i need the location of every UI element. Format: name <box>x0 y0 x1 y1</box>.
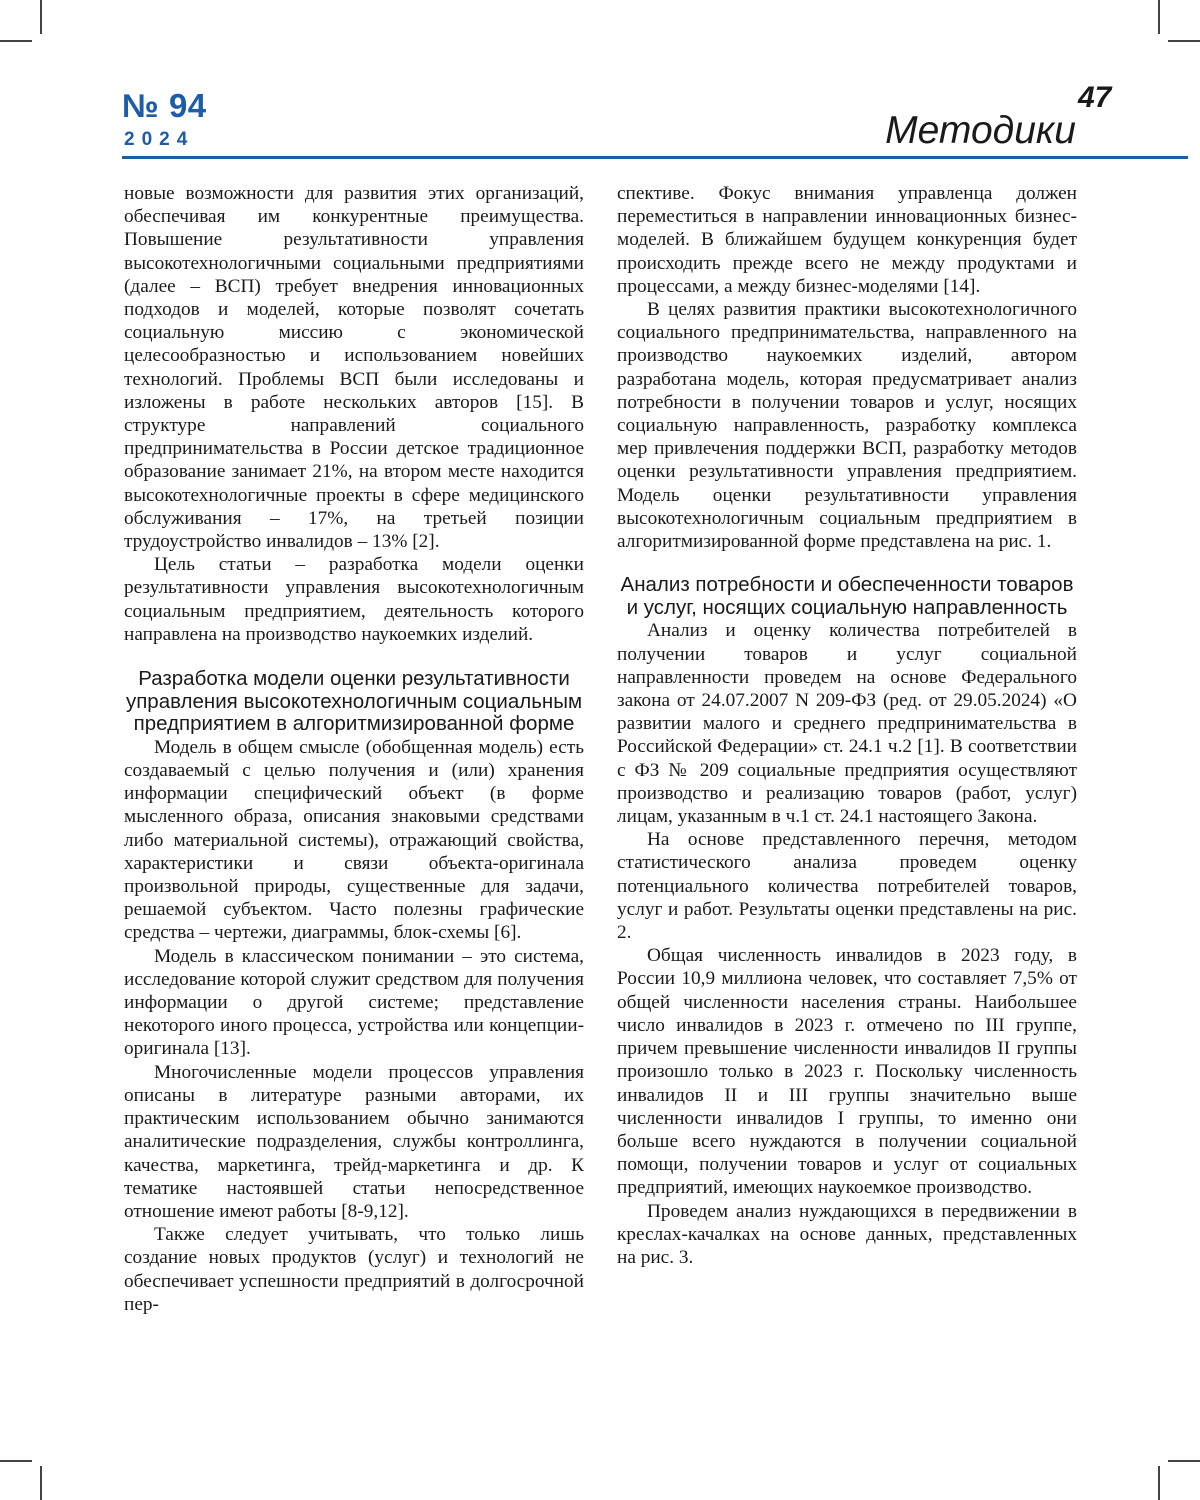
crop-mark-bottom-left-h <box>0 1460 32 1462</box>
issue-year: 2024 <box>124 129 195 150</box>
crop-mark-top-left-h <box>0 40 32 42</box>
paragraph: Общая численность инвалидов в 2023 году, в России 10,9 миллиона человек, что составляет 7,5% от общей численности населения страны. Наибольшее число инвалидов в 2023 г. отмечено по III группе, причем превышение численности инвалидов II группы произошло только в 2023 г. Поскольку численность инвалидов II и III группы значительно выше численности инвалидов I группы, то именно они больше всего нуждаются в получении социальной помощи, получении товаров и услуг от социальных предприятий, имеющих наукоемкое производство. <box>617 945 1077 1199</box>
paragraph: Модель в общем смысле (обобщенная модель) есть создаваемый с целью получения и (или) хранения информации специфический объект (в форме мысленного образа, описания знаковыми средствами либо материальной системы), отражающий свойства, характеристики и связи объекта-оригинала произвольной природы, существенные для задачи, решаемой субъектом. Часто полезны графические средства – чертежи, диаграммы, блок-схемы [6]. <box>124 736 584 944</box>
crop-mark-top-right <box>1158 0 1160 34</box>
paragraph: На основе представленного перечня, методом статистического анализа проведем оценку потенциального количества потребителей товаров, услуг и работ. Результаты оценки представлены на рис. 2. <box>617 829 1077 944</box>
left-column <box>124 182 584 1316</box>
section-heading: Анализ потребности и обеспеченности товаров и услуг, носящих социальную направленность <box>620 573 1074 619</box>
paragraph: Цель статьи – разработка модели оценки результативности управления высокотехнологичным социальным предприятием, деятельность которого направлена на производство наукоемких изделий. <box>124 554 584 645</box>
section-title: Методики <box>885 109 1076 152</box>
crop-mark-top-left <box>40 0 42 34</box>
section-heading: Разработка модели оценки результативности управления высокотехнологичным социальным предприятием в алгоритмизированной форме <box>125 667 583 736</box>
page-number: 47 <box>1078 81 1112 114</box>
paragraph: Анализ и оценку количества потребителей в получении товаров и услуг социальной направленности проведем на основе Федерального закона от 24.07.2007 N 209-ФЗ (ред. от 29.05.2024) «О развитии малого и среднего предпринимательства в Российской Федерации» ст. 24.1 ч.2 [1]. В соответствии с ФЗ № 209 социальные предприятия осуществляют производство и реализацию товаров (работ, услуг) лицам, указанным в ч.1 ст. 24.1 настоящего Закона. <box>617 620 1077 828</box>
paragraph: В целях развития практики высокотехнологичного социального предпринимательства, направленного на производство наукоемких изделий, автором разработана модель, которая предусматривает анализ потребности в получении товаров и услуг, носящих социальную направленность, разработку комплекса мер привлечения поддержки ВСП, разработку методов оценки результативности управления предприятием. Модель оценки результативности управления высокотехнологичным социальным предприятием в алгоритмизированной форме представлена на рис. 1. <box>617 299 1077 553</box>
paragraph: Также следует учитывать, что только лишь создание новых продуктов (услуг) и технологий не обеспечивает успешности предприятий в долгосрочной пер- <box>124 1224 584 1315</box>
right-column <box>617 182 1077 1269</box>
paragraph: новые возможности для развития этих организаций, обеспечивая им конкурентные преимущества. Повышение результативности управления высокотехнологичными социальными предприятиями (далее – ВСП) требует внедрения инновационных подходов и моделей, которые позволят сочетать социальную миссию с экономической целесообразностью и использованием новейших технологий. Проблемы ВСП были исследованы и изложены в работе нескольких авторов [15]. В структуре направлений социального предпринимательства в России детское традиционное образование занимает 21%, на втором месте находится высокотехнологичные проекты в сфере медицинского обслуживания – 17%, на третьей позиции трудоустройство инвалидов – 13% [2]. <box>124 183 584 553</box>
crop-mark-bottom-right-h <box>1168 1460 1200 1462</box>
issue-number: № 94 <box>122 87 207 124</box>
crop-mark-bottom-right <box>1158 1466 1160 1500</box>
paragraph: спективе. Фокус внимания управленца должен переместиться в направлении инновационных бизнес-моделей. В ближайшем будущем конкуренция будет происходить прежде всего не между продуктами и процессами, а между бизнес-моделями [14]. <box>617 183 1077 297</box>
crop-mark-bottom-left <box>40 1466 42 1500</box>
paragraph: Модель в классическом понимании – это система, исследование которой служит средством для получения информации о другой системе; представление некоторого иного процесса, устройства или концепции-оригинала [13]. <box>124 945 584 1060</box>
header-rule <box>122 156 1188 159</box>
paragraph: Проведем анализ нуждающихся в передвижении в креслах-качалках на основе данных, представленных на рис. 3. <box>617 1200 1077 1268</box>
crop-mark-top-right-h <box>1168 40 1200 42</box>
paragraph: Многочисленные модели процессов управления описаны в литературе разными авторами, их практическим использованием обычно занимаются аналитические подразделения, службы контроллинга, качества, маркетинга, трейд-маркетинга и др. К тематике настоявшей статьи непосредственное отношение имеют работы [8-9,12]. <box>124 1061 584 1222</box>
